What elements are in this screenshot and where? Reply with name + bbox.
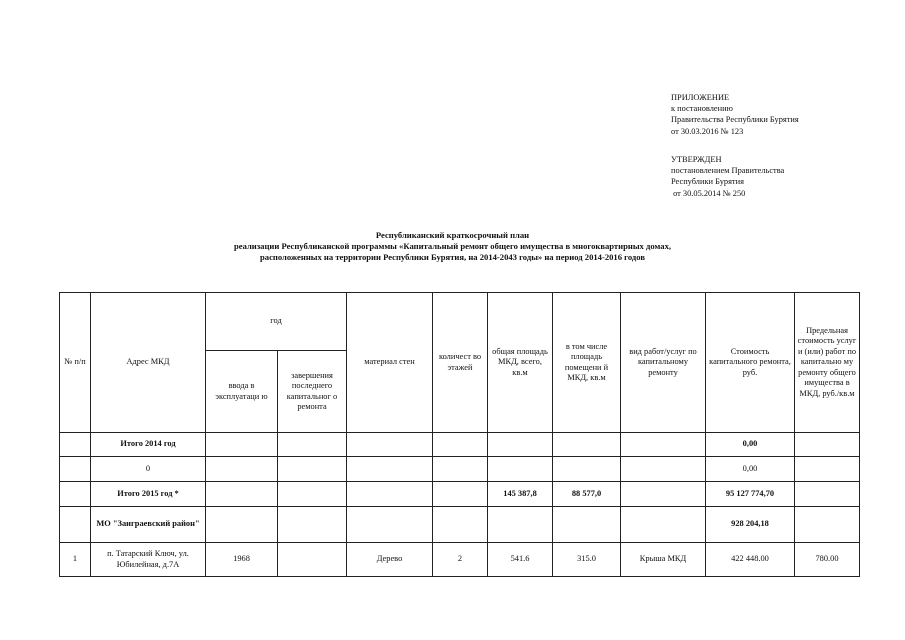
cell-year-commission: 1968 — [206, 543, 278, 577]
header-year-commission: ввода в эксплуатаци ю — [206, 351, 278, 433]
cell-cost: 422 448.00 — [706, 543, 795, 577]
cell-year-commission — [206, 482, 278, 507]
cell-address: Итого 2015 год * — [91, 482, 206, 507]
cell-year-last-repair — [278, 457, 347, 482]
title-line: расположенных на территории Республики Бурятия, на 2014-2043 годы» на период 2014-2016 годов — [260, 252, 645, 262]
cell-num: 1 — [60, 543, 91, 577]
cell-floors — [433, 482, 488, 507]
cell-year-last-repair — [278, 543, 347, 577]
cell-cost: 928 204,18 — [706, 507, 795, 543]
appendix-line: к постановлению — [671, 104, 733, 114]
approved-line: Республики Бурятия — [671, 177, 744, 187]
header-cost: Стоимость капитального ремонта, руб. — [706, 293, 795, 433]
cell-wall-material — [347, 433, 433, 457]
approved-block — [671, 154, 784, 199]
cell-num — [60, 507, 91, 543]
header-year: год — [206, 293, 347, 351]
cell-total-area — [488, 507, 553, 543]
cell-num — [60, 433, 91, 457]
cell-year-last-repair — [278, 482, 347, 507]
cell-num — [60, 482, 91, 507]
table-row — [60, 433, 860, 457]
table-row — [60, 457, 860, 482]
cell-floors — [433, 457, 488, 482]
cell-address: 0 — [91, 457, 206, 482]
table-row — [60, 482, 860, 507]
cell-total-area — [488, 457, 553, 482]
cell-total-area: 541.6 — [488, 543, 553, 577]
cell-work-type — [621, 457, 706, 482]
cell-max-cost: 780.00 — [795, 543, 860, 577]
cell-year-last-repair — [278, 507, 347, 543]
table-row — [60, 507, 860, 543]
cell-work-type — [621, 482, 706, 507]
appendix-block — [671, 92, 799, 137]
cell-max-cost — [795, 482, 860, 507]
cell-incl-area — [553, 457, 621, 482]
cell-wall-material: Дерево — [347, 543, 433, 577]
header-wall-material: материал стен — [347, 293, 433, 433]
approved-line: от 30.05.2014 № 250 — [671, 188, 746, 198]
appendix-line: ПРИЛОЖЕНИЕ — [671, 93, 730, 102]
title-line: Республиканский краткосрочный план — [375, 230, 530, 240]
cell-incl-area: 315.0 — [553, 543, 621, 577]
cell-max-cost — [795, 457, 860, 482]
cell-num — [60, 457, 91, 482]
cell-floors — [433, 433, 488, 457]
header-address: Адрес МКД — [91, 293, 206, 433]
cell-work-type — [621, 433, 706, 457]
table-row — [60, 543, 860, 577]
cell-year-commission — [206, 507, 278, 543]
header-row — [60, 293, 860, 351]
cell-floors: 2 — [433, 543, 488, 577]
header-work-type: вид работ/услуг по капитальному ремонту — [621, 293, 706, 433]
cell-total-area: 145 387,8 — [488, 482, 553, 507]
cell-address: МО "Заиграевский район" — [91, 507, 206, 543]
cell-work-type — [621, 507, 706, 543]
cell-year-commission — [206, 433, 278, 457]
approved-line: постановлением Правительства — [671, 166, 785, 176]
appendix-line: Правительства Республики Бурятия — [671, 115, 799, 125]
header-floors: количест во этажей — [433, 293, 488, 433]
cell-floors — [433, 507, 488, 543]
appendix-line: от 30.03.2016 № 123 — [671, 126, 744, 136]
cell-incl-area — [553, 433, 621, 457]
cell-cost: 0,00 — [706, 457, 795, 482]
cell-address: п. Татарский Ключ, ул. Юбилейная, д.7А — [91, 543, 206, 577]
header-max-cost: Предельная стоимость услуг и (или) работ по капитально му ремонту общего имущества в МКД, руб./кв.м — [795, 293, 860, 433]
plan-table — [59, 292, 860, 577]
cell-year-commission — [206, 457, 278, 482]
cell-cost: 0,00 — [706, 433, 795, 457]
cell-wall-material — [347, 482, 433, 507]
cell-incl-area — [553, 507, 621, 543]
title-line: реализации Республиканской программы «Капитальный ремонт общего имущества в многоквартирных домах, — [233, 241, 672, 251]
cell-max-cost — [795, 433, 860, 457]
approved-line: УТВЕРЖДЕН — [671, 155, 722, 164]
cell-max-cost — [795, 507, 860, 543]
cell-wall-material — [347, 507, 433, 543]
document-title — [0, 230, 905, 263]
cell-cost: 95 127 774,70 — [706, 482, 795, 507]
cell-work-type: Крыша МКД — [621, 543, 706, 577]
header-total-area: общая площадь МКД, всего, кв.м — [488, 293, 553, 433]
cell-address: Итого 2014 год — [91, 433, 206, 457]
cell-year-last-repair — [278, 433, 347, 457]
cell-wall-material — [347, 457, 433, 482]
header-incl-area: в том числе площадь помещени й МКД, кв.м — [553, 293, 621, 433]
cell-total-area — [488, 433, 553, 457]
header-num: № п/п — [60, 293, 91, 433]
cell-incl-area: 88 577,0 — [553, 482, 621, 507]
header-year-last-repair: завершения последнего капитальног о ремонта — [278, 351, 347, 433]
